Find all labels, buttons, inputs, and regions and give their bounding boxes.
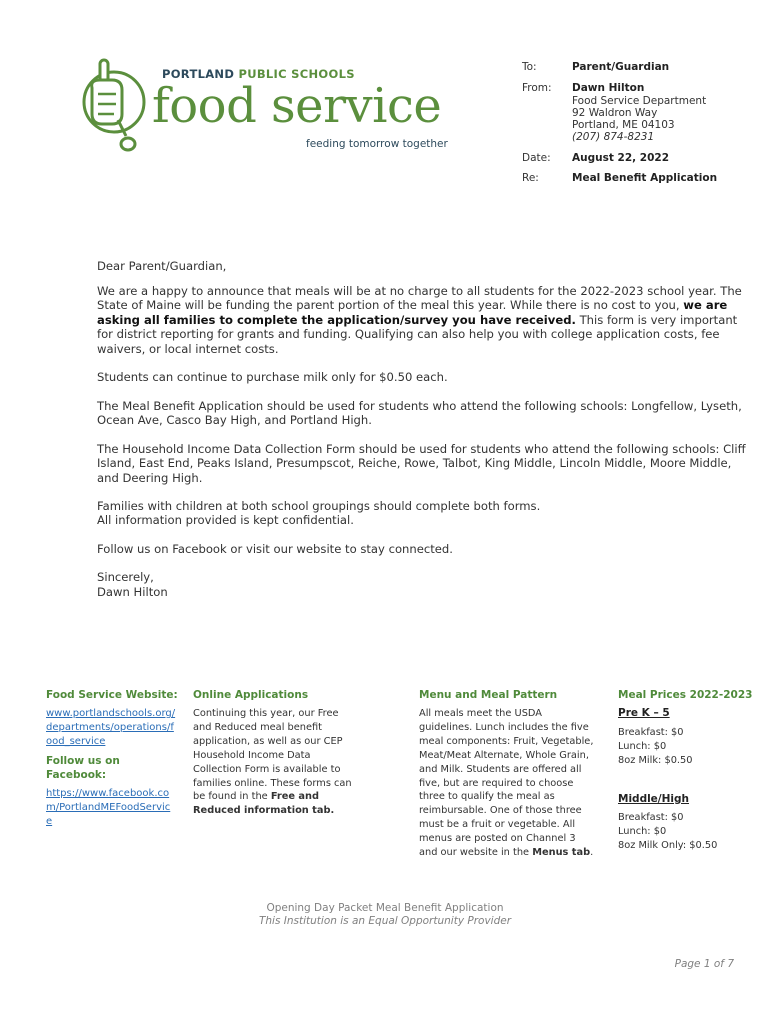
to-label: To: — [522, 61, 537, 73]
re-label: Re: — [522, 172, 539, 184]
intro-text: We are a happy to announce that meals will be at no charge to all students for the 2022-2023 school year. The State of Maine will be funding the parent portion of the meal this year. While there is no cost to you, — [97, 284, 742, 313]
middle-high-heading: Middle/High — [618, 793, 690, 805]
intro-emphasis: we are asking all families to complete the application/survey you have received. — [97, 298, 728, 327]
closing: Sincerely, — [97, 570, 154, 584]
online-applications-body: Continuing this year, our Free and Reduced meal benefit application, as well as our CEP Household Income Data Collection Form is available to families online. These forms can be found in the — [193, 708, 352, 803]
paragraph-meal-benefit: The Meal Benefit Application should be used for students who attend the following schools: Longfellow, Lyseth, Ocean Ave, Casco Bay High, and Portland High. — [97, 399, 742, 428]
from-phone: (207) 874-8231 — [572, 131, 655, 143]
hand-spoon-icon — [78, 58, 148, 156]
meal-prices-heading: Meal Prices 2022-2023 — [618, 689, 753, 701]
online-applications-tab: Free and Reduced information tab. — [193, 791, 335, 817]
facebook-heading: Follow us on Facebook: — [46, 755, 120, 781]
menu-heading: Menu and Meal Pattern — [419, 689, 558, 701]
online-applications-text — [193, 707, 353, 818]
date-value: August 22, 2022 — [572, 152, 669, 164]
website-link[interactable]: www.portlandschools.org/departments/operations/food_service — [46, 708, 176, 747]
intro-text-cont: This form is very important for district reporting for grants and funding. Qualifying can also help you with college application costs, fee waivers, or local internet costs. — [97, 312, 738, 356]
paragraph-milk: Students can continue to purchase milk only for $0.50 each. — [97, 370, 448, 384]
middle-high-breakfast: Breakfast: $0 — [618, 812, 684, 823]
from-label: From: — [522, 82, 552, 94]
signature: Dawn Hilton — [97, 585, 168, 599]
prek5-milk: 8oz Milk: $0.50 — [618, 755, 693, 766]
paragraph-follow-us: Follow us on Facebook or visit our website to stay connected. — [97, 542, 453, 556]
packet-title: Opening Day Packet Meal Benefit Application — [266, 902, 504, 914]
menu-body: All meals meet the USDA guidelines. Lunch includes the five meal components: Fruit, Vegetable, Meat/Meat Alternate, Whole Grain, and Milk. Students are offered all five, but are required to choose three to qualify the meal as reimbursable. One of those three must be a fruit or vegetable. All menus are posted on Channel 3 and our website in the — [419, 708, 594, 859]
middle-high-lunch: Lunch: $0 — [618, 826, 667, 837]
prek5-lunch: Lunch: $0 — [618, 741, 667, 752]
paragraph-confidential: All information provided is kept confidential. — [97, 513, 354, 527]
facebook-link[interactable]: https://www.facebook.com/PortlandMEFoodService — [46, 788, 171, 827]
logo-school-name: PORTLAND PUBLIC SCHOOLS — [162, 67, 355, 81]
menus-tab: Menus tab — [532, 847, 591, 859]
from-city: Portland, ME 04103 — [572, 119, 675, 131]
to-value: Parent/Guardian — [572, 61, 670, 73]
re-value: Meal Benefit Application — [572, 172, 718, 184]
paragraph-intro — [97, 284, 747, 356]
prek5-heading: Pre K – 5 — [618, 707, 670, 719]
equal-opportunity-statement: This Institution is an Equal Opportunity Provider — [258, 915, 512, 927]
prek5-breakfast: Breakfast: $0 — [618, 727, 684, 738]
food-service-logo — [78, 58, 458, 156]
from-name: Dawn Hilton — [572, 82, 645, 94]
logo-tagline: feeding tomorrow together — [306, 138, 448, 150]
logo-wordmark: food service — [152, 78, 442, 134]
paragraph-both-forms: Families with children at both school groupings should complete both forms. — [97, 499, 541, 513]
online-applications-heading: Online Applications — [193, 689, 309, 701]
from-department: Food Service Department — [572, 95, 707, 107]
menu-text: All meals meet the USDA guidelines. Lunch includes the five meal components: Fruit, Vegetable, Meat/Meat Alternate, Whole Grain, and Milk. Students are offered all five, but are required to choose three to qualify the meal as reimbursable. One of those three must be a fruit or vegetable. All menus are posted on Channel 3 and our website in the Menus tab. — [419, 708, 594, 859]
middle-high-milk: 8oz Milk Only: $0.50 — [618, 840, 718, 851]
paragraph-household-form: The Household Income Data Collection Form should be used for students who attend the following schools: Cliff Island, East End, Peaks Island, Presumpscot, Reiche, Rowe, Talbot, King Middle, Lincoln Middle, Moore Middle, and Deering High. — [97, 442, 746, 485]
salutation: Dear Parent/Guardian, — [97, 259, 227, 273]
website-heading: Food Service Website: — [46, 689, 178, 701]
from-street: 92 Waldron Way — [572, 107, 658, 119]
page-number: Page 1 of 7 — [674, 958, 734, 970]
date-label: Date: — [522, 152, 551, 164]
